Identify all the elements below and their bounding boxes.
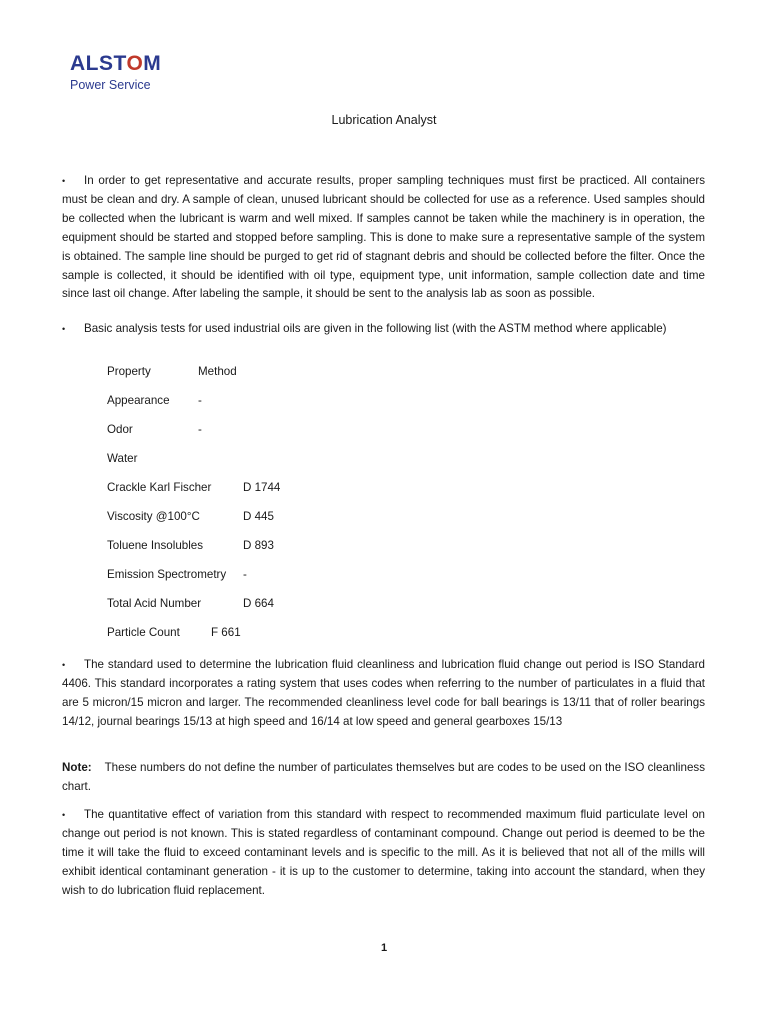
logo-wordmark — [70, 52, 161, 76]
table-header-property: Property — [107, 365, 151, 378]
paragraph-analysis-tests — [62, 321, 705, 337]
bullet-icon: • — [62, 176, 66, 186]
paragraph-sampling — [62, 172, 705, 304]
note-paragraph — [62, 759, 705, 797]
alstom-logo — [70, 52, 161, 93]
paragraph-change-out-text: The quantitative effect of variation from this standard with respect to recommended maximum fluid particulate level on change out period is not known. This is stated regardless of contaminant compound. Change out period is deemed to be the time it will take the fluid to exceed contaminant levels and is specific to the mill. As it is believed that not all of the mills will exhibit identical contaminant generation - it is up to the customer to determine, taking into account the standard, when they wish to do lubrication fluid replacement. — [62, 808, 705, 897]
table-cell-method: - — [243, 568, 247, 581]
table-cell-method: D 893 — [243, 539, 274, 552]
bullet-icon: • — [62, 660, 66, 670]
logo-text-suffix: M — [143, 52, 162, 75]
paragraph-iso-standard-text: The standard used to determine the lubrication fluid cleanliness and lubrication fluid change out period is ISO Standard 4406. This standard incorporates a rating system that uses codes when referring to the number of particulates in a fluid that are 5 micron/15 micron and larger. The recommended cleanliness level code for ball bearings is 13/11 that of roller bearings 14/12, journal bearings 15/13 at high speed and 16/14 at low speed and general gearboxes 15/13 — [62, 658, 705, 728]
table-cell-method: D 664 — [243, 597, 274, 610]
table-cell-property: Toluene Insolubles — [107, 539, 204, 552]
table-cell-method: F 661 — [211, 626, 241, 639]
table-cell-property: Emission Spectrometry — [107, 568, 227, 581]
table-header-method: Method — [198, 365, 237, 378]
table-cell-property: Particle Count — [107, 626, 180, 639]
page-number: 1 — [380, 942, 388, 954]
table-cell-property: Appearance — [107, 394, 170, 407]
bullet-icon: • — [62, 324, 66, 334]
paragraph-change-out — [62, 806, 705, 901]
table-cell-method: - — [198, 394, 202, 407]
table-cell-property: Crackle Karl Fischer — [107, 481, 212, 494]
paragraph-analysis-tests-text: Basic analysis tests for used industrial oils are given in the following list (with the ASTM method where applicable) — [84, 322, 667, 335]
paragraph-sampling-text: In order to get representative and accurate results, proper sampling techniques must first be practiced. All containers must be clean and dry. A sample of clean, unused lubricant should be collected for use as a reference. Used samples should be collected when the lubricant is warm and well mixed. If samples cannot be taken while the machinery is in operation, the equipment should be started and stopped before sampling. This is done to make sure a representative sample of the system is obtained. The sample line should be purged to get rid of stagnant debris and should be collected before the filter. Once the sample is collected, it should be identified with oil type, equipment type, unit information, sample collection date and time since last oil change. After labeling the sample, it should be sent to the analysis lab as soon as possible. — [62, 174, 705, 301]
note-label: Note: — [62, 761, 92, 774]
table-cell-method: D 1744 — [243, 481, 281, 494]
table-cell-property: Water — [107, 452, 138, 465]
table-cell-method: - — [198, 423, 202, 436]
logo-text-o: O — [126, 52, 144, 75]
table-cell-property: Odor — [107, 423, 133, 436]
note-text: These numbers do not define the number of particulates themselves but are codes to be used on the ISO cleanliness chart. — [62, 761, 705, 793]
table-cell-property: Total Acid Number — [107, 597, 202, 610]
bullet-icon: • — [62, 810, 66, 820]
document-title: Lubrication Analyst — [331, 113, 437, 127]
logo-subtitle: Power Service — [70, 78, 151, 92]
paragraph-iso-standard — [62, 656, 705, 732]
table-cell-method: D 445 — [243, 510, 274, 523]
table-cell-property: Viscosity @100°C — [107, 510, 200, 523]
logo-text-prefix: ALST — [70, 52, 127, 75]
